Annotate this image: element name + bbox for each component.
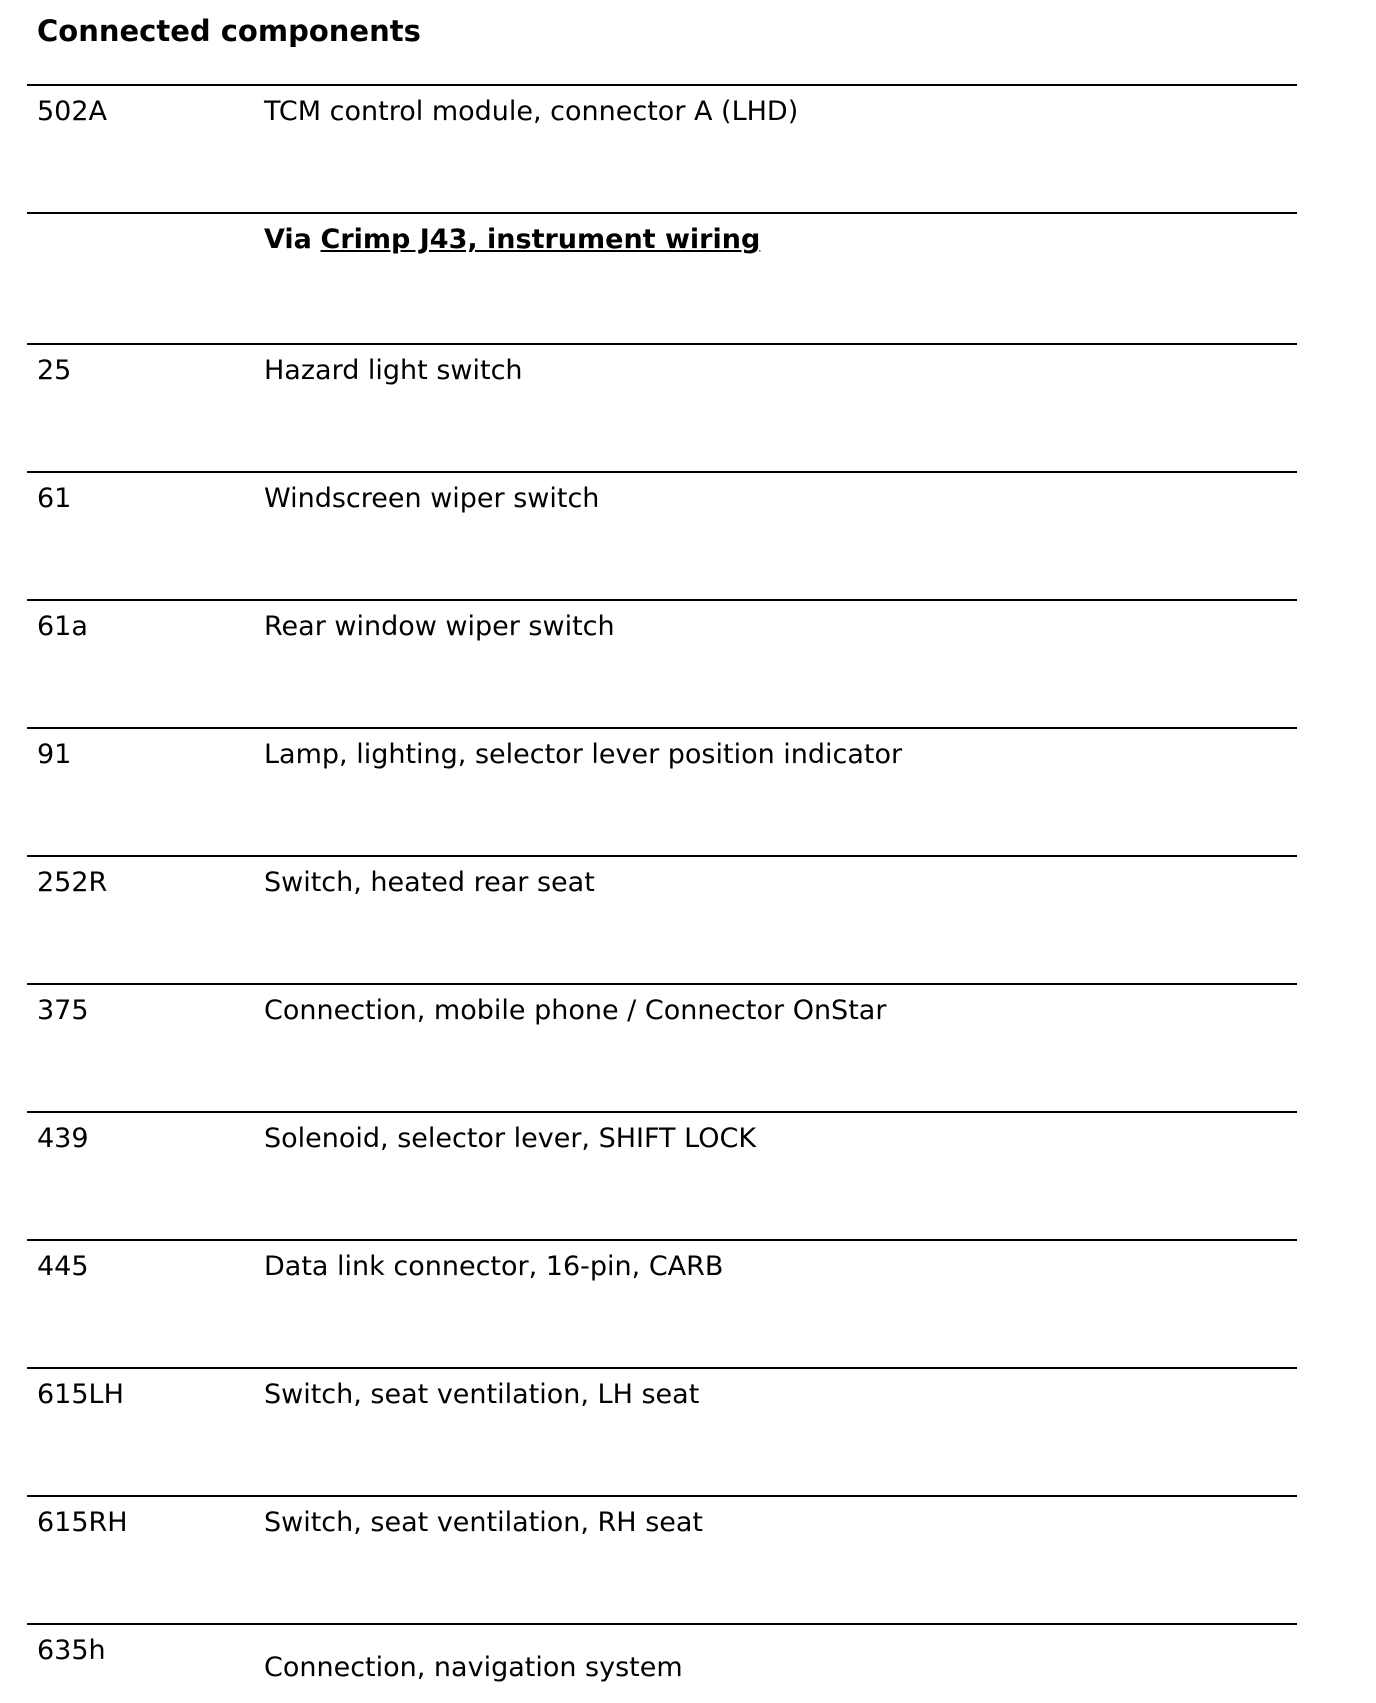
component-code: 252R <box>37 867 108 898</box>
components-table <box>27 84 1297 1703</box>
table-row <box>27 1623 1297 1703</box>
table-row <box>27 1111 1297 1239</box>
table-row <box>27 1367 1297 1495</box>
component-description: Connection, navigation system <box>264 1652 683 1683</box>
component-description: Solenoid, selector lever, SHIFT LOCK <box>264 1123 757 1154</box>
table-row <box>27 855 1297 983</box>
component-description: Switch, seat ventilation, LH seat <box>264 1379 700 1410</box>
component-code: 502A <box>37 96 108 127</box>
table-row <box>27 599 1297 727</box>
component-description: Windscreen wiper switch <box>264 483 600 514</box>
component-code: 91 <box>37 739 72 770</box>
table-row <box>27 343 1297 471</box>
component-code: 615LH <box>37 1379 124 1410</box>
component-description: Connection, mobile phone / Connector OnStar <box>264 995 887 1026</box>
section-title: Connected components <box>37 14 421 48</box>
component-code: 61 <box>37 483 72 514</box>
table-row <box>27 727 1297 855</box>
component-description: Lamp, lighting, selector lever position indicator <box>264 739 903 770</box>
component-description: Switch, heated rear seat <box>264 867 595 898</box>
table-row <box>27 84 1297 212</box>
table-row <box>27 1239 1297 1367</box>
component-code: 635h <box>37 1635 106 1666</box>
component-description: Rear window wiper switch <box>264 611 615 642</box>
table-row-via <box>27 212 1297 343</box>
component-code: 25 <box>37 355 72 386</box>
component-code: 61a <box>37 611 88 642</box>
component-description: Hazard light switch <box>264 355 523 386</box>
via-prefix: Via <box>264 224 312 255</box>
component-code: 445 <box>37 1251 89 1282</box>
component-description: TCM control module, connector A (LHD) <box>264 96 799 127</box>
table-row <box>27 471 1297 599</box>
component-description: Switch, seat ventilation, RH seat <box>264 1507 704 1538</box>
crimp-j43-link[interactable]: Crimp J43, instrument wiring <box>320 224 761 255</box>
component-code: 615RH <box>37 1507 128 1538</box>
via-line <box>264 224 760 256</box>
table-row <box>27 983 1297 1111</box>
component-code: 439 <box>37 1123 89 1154</box>
component-code: 375 <box>37 995 89 1026</box>
table-row <box>27 1495 1297 1623</box>
component-description: Data link connector, 16-pin, CARB <box>264 1251 724 1282</box>
